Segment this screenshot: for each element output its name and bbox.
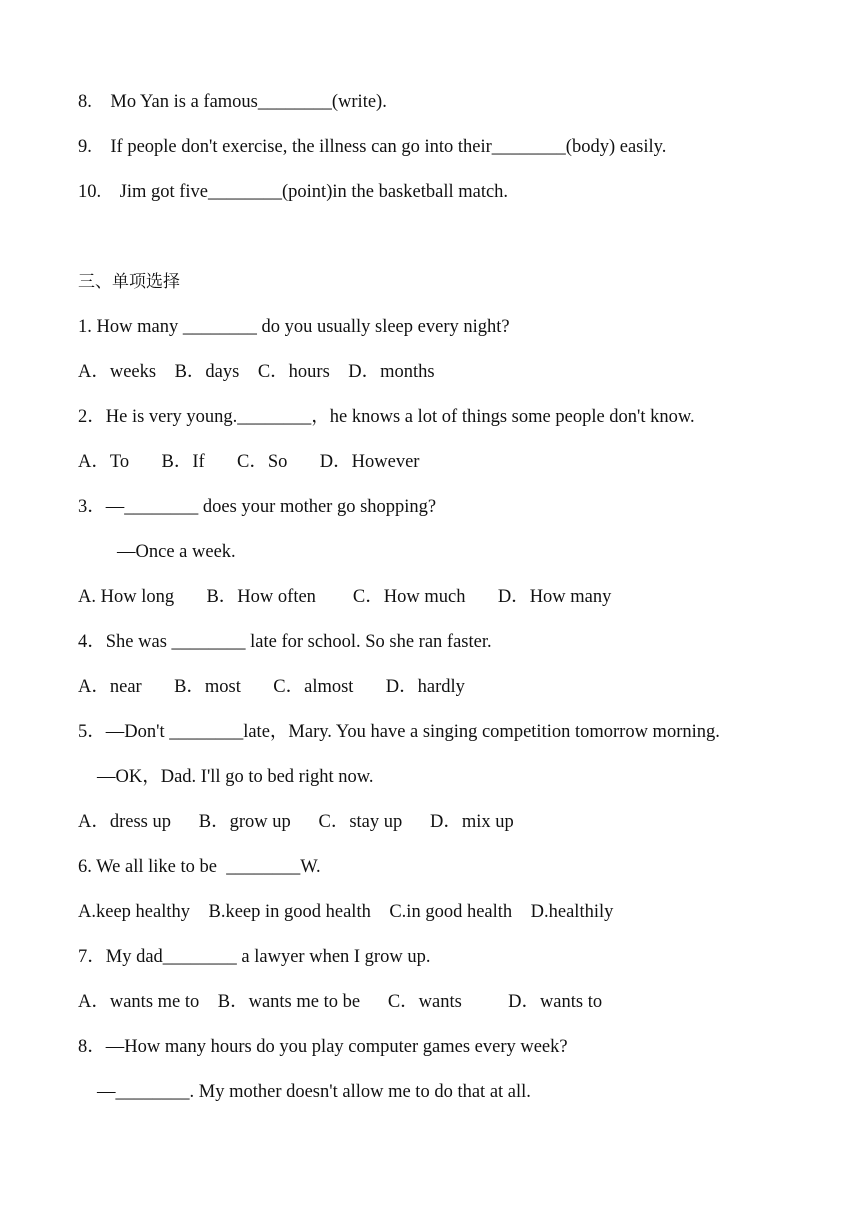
question-5-reply: —OK，Dad. I'll go to bed right now.	[97, 767, 374, 787]
question-1-options: A．weeks B．days C．hours D．months	[78, 362, 435, 382]
question-7-options: A．wants me to B．wants me to be C．wants D．wants to	[78, 992, 603, 1012]
question-6-options: A.keep healthy B.keep in good health C.in good health D.healthily	[78, 902, 614, 922]
question-5-stem: 5．—Don't ________late，Mary. You have a singing competition tomorrow morning.	[78, 722, 720, 742]
question-3-stem: 3．—________ does your mother go shopping?	[78, 497, 437, 517]
question-3-options: A. How long B．How often C．How much D．How many	[78, 587, 612, 607]
question-8-stem: 8．—How many hours do you play computer games every week?	[78, 1037, 568, 1057]
question-2-stem: 2．He is very young.________，he knows a lot of things some people don't know.	[78, 407, 695, 427]
fill-blank-question-8: 8. Mo Yan is a famous________(write).	[78, 92, 387, 112]
question-7-stem: 7．My dad________ a lawyer when I grow up.	[78, 947, 431, 967]
question-5-options: A．dress up B．grow up C．stay up D．mix up	[78, 812, 514, 832]
question-3-reply: —Once a week.	[117, 542, 236, 562]
question-4-options: A．near B．most C．almost D．hardly	[78, 677, 465, 697]
question-1-stem: 1. How many ________ do you usually sleep every night?	[78, 317, 510, 337]
question-4-stem: 4．She was ________ late for school. So she ran faster.	[78, 632, 492, 652]
question-8-reply: —________. My mother doesn't allow me to do that at all.	[97, 1082, 531, 1102]
question-2-options: A．To B．If C．So D．However	[78, 452, 420, 472]
fill-blank-question-10: 10. Jim got five________(point)in the basketball match.	[78, 182, 509, 202]
question-6-stem: 6. We all like to be ________W.	[78, 857, 321, 877]
section-heading: 三、单项选择	[78, 272, 180, 292]
fill-blank-question-9: 9. If people don't exercise, the illness can go into their________(body) easily.	[78, 137, 667, 157]
